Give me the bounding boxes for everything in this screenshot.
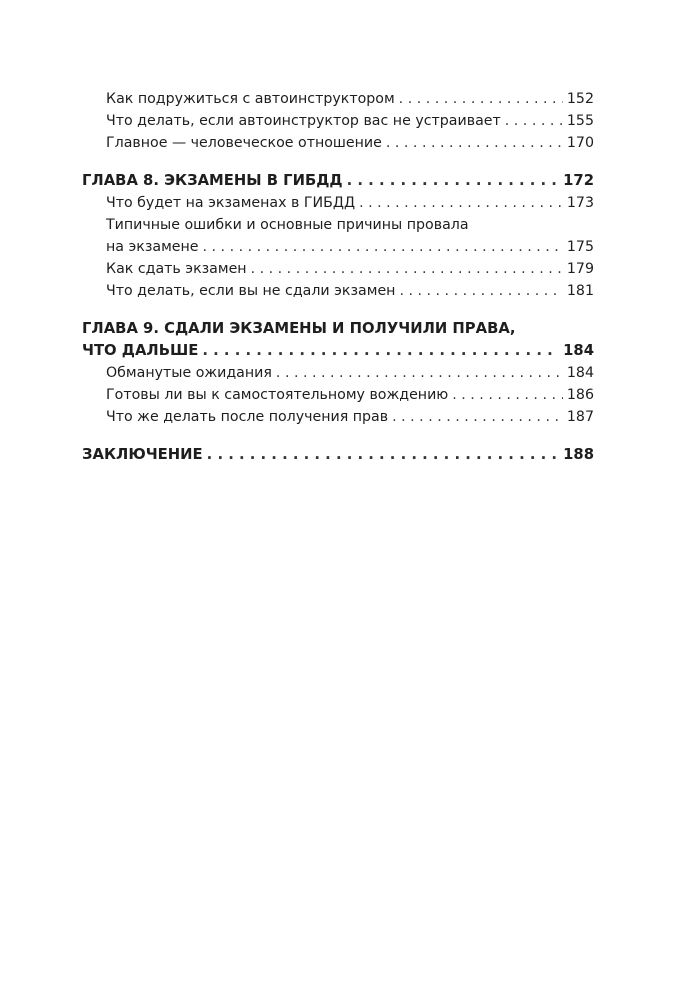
toc-entry bbox=[82, 258, 594, 280]
toc-chapter-page: 172 bbox=[563, 172, 594, 189]
table-of-contents bbox=[82, 88, 594, 466]
section-gap bbox=[82, 154, 594, 170]
toc-entry-page: 170 bbox=[566, 135, 594, 151]
toc-chapter bbox=[82, 444, 594, 466]
section-gap bbox=[82, 302, 594, 318]
dot-leader bbox=[347, 170, 559, 192]
toc-entry-title: Что делать, если вы не сдали экзамен bbox=[106, 283, 396, 299]
toc-entry-page: 175 bbox=[566, 239, 594, 255]
toc-entry-page: 184 bbox=[566, 365, 594, 381]
toc-entry bbox=[82, 280, 594, 302]
dot-leader bbox=[207, 444, 559, 466]
toc-chapter-page: 188 bbox=[563, 446, 594, 463]
toc-entry-title: Как подружиться с автоинструктором bbox=[106, 91, 395, 107]
dot-leader bbox=[203, 236, 563, 258]
dot-leader bbox=[276, 362, 563, 384]
toc-entry-title: Главное — человеческое отношение bbox=[106, 135, 382, 151]
toc-entry-page: 187 bbox=[566, 409, 594, 425]
toc-entry-page: 173 bbox=[566, 195, 594, 211]
toc-chapter bbox=[82, 170, 594, 192]
toc-entry bbox=[82, 362, 594, 384]
toc-entry bbox=[82, 132, 594, 154]
toc-chapter-title: ЗАКЛЮЧЕНИЕ bbox=[82, 446, 203, 463]
toc-chapter bbox=[82, 340, 594, 362]
toc-chapter-title-line2: ЧТО ДАЛЬШЕ bbox=[82, 342, 199, 359]
dot-leader bbox=[202, 340, 559, 362]
toc-entry-page: 179 bbox=[566, 261, 594, 277]
toc-entry bbox=[82, 236, 594, 258]
toc-entry bbox=[82, 406, 594, 428]
section-gap bbox=[82, 428, 594, 444]
toc-entry-page: 181 bbox=[566, 283, 594, 299]
dot-leader bbox=[392, 406, 563, 428]
dot-leader bbox=[399, 280, 562, 302]
dot-leader bbox=[505, 110, 563, 132]
toc-entry-title: Что будет на экзаменах в ГИБДД bbox=[106, 195, 356, 211]
toc-entry bbox=[82, 192, 594, 214]
dot-leader bbox=[251, 258, 563, 280]
toc-entry-title: Обманутые ожидания bbox=[106, 365, 272, 381]
toc-entry-page: 155 bbox=[566, 113, 594, 129]
dot-leader bbox=[452, 384, 563, 406]
toc-entry bbox=[82, 110, 594, 132]
toc-entry-title-line2: на экзамене bbox=[106, 239, 199, 255]
dot-leader bbox=[359, 192, 563, 214]
toc-chapter-title-line1: ГЛАВА 9. СДАЛИ ЭКЗАМЕНЫ И ПОЛУЧИЛИ ПРАВА, bbox=[82, 320, 516, 337]
toc-entry bbox=[82, 88, 594, 110]
toc-entry-title: Как сдать экзамен bbox=[106, 261, 247, 277]
toc-entry-page: 186 bbox=[566, 387, 594, 403]
toc-entry-title: Что делать, если автоинструктор вас не устраивает bbox=[106, 113, 501, 129]
toc-chapter-page: 184 bbox=[563, 342, 594, 359]
toc-entry bbox=[82, 384, 594, 406]
dot-leader bbox=[386, 132, 563, 154]
toc-entry-title-line1: Типичные ошибки и основные причины провала bbox=[106, 217, 469, 233]
toc-chapter-title: ГЛАВА 8. ЭКЗАМЕНЫ В ГИБДД bbox=[82, 172, 343, 189]
toc-entry-title: Готовы ли вы к самостоятельному вождению bbox=[106, 387, 449, 403]
toc-entry-page: 152 bbox=[566, 91, 594, 107]
dot-leader bbox=[399, 88, 563, 110]
toc-entry-title: Что же делать после получения прав bbox=[106, 409, 389, 425]
